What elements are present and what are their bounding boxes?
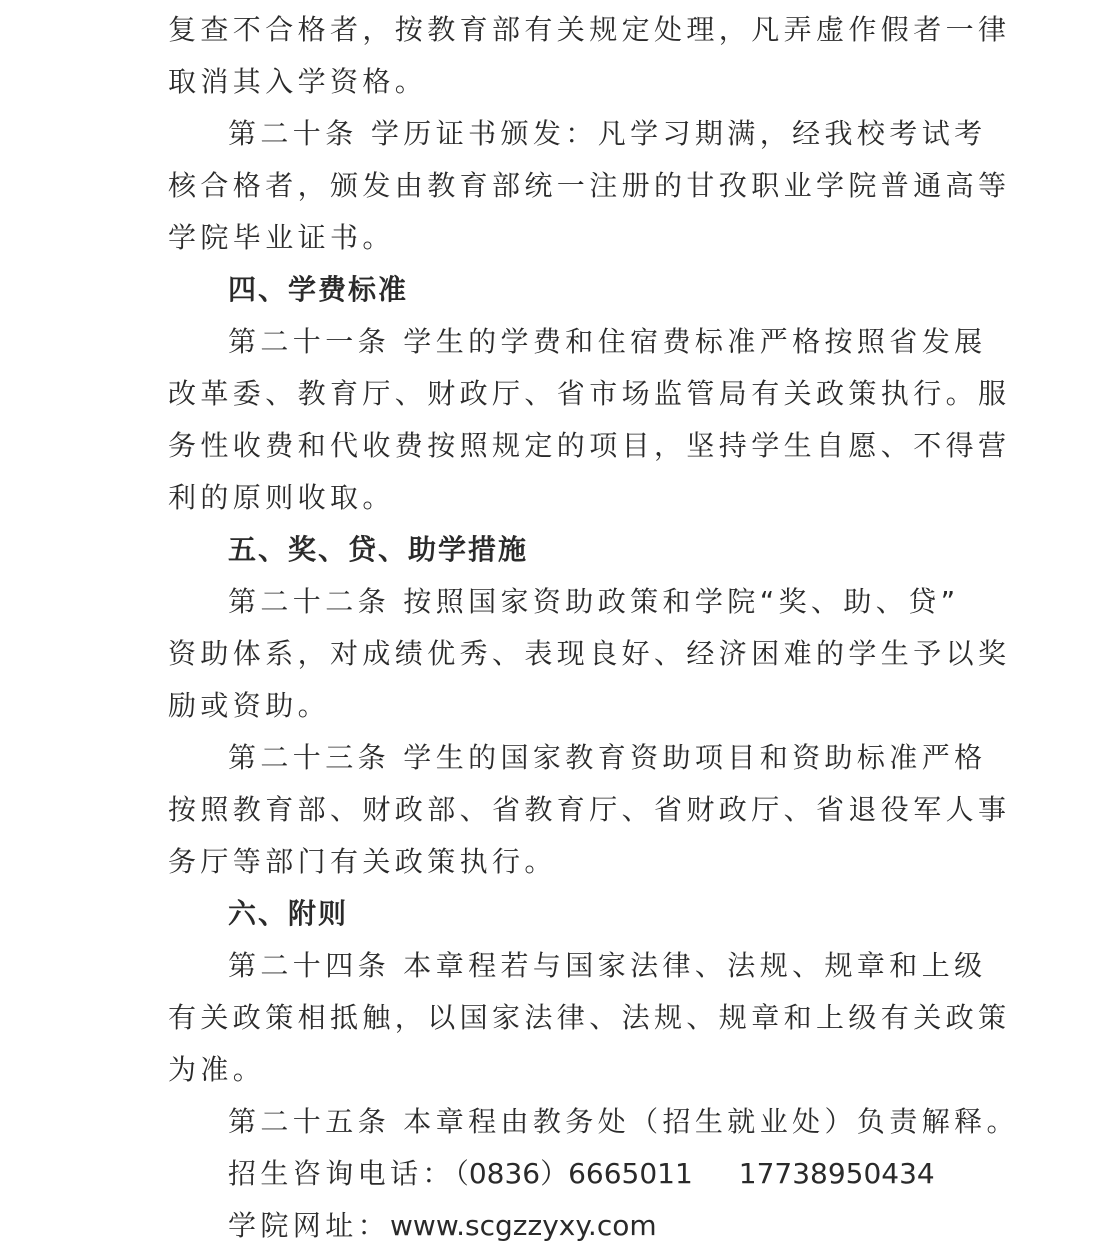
text-line: 资助体系，对成绩优秀、表现良好、经济困难的学生予以奖 [168, 637, 1011, 670]
text-line: 励或资助。 [168, 689, 331, 722]
website-url: www.scgzzyxy.com [390, 1209, 657, 1242]
text-line: 核合格者，颁发由教育部统一注册的甘孜职业学院普通高等 [168, 169, 1011, 202]
text-line: 取消其入学资格。 [168, 65, 428, 98]
text-line: 为准。 [168, 1053, 266, 1086]
article-21: 第二十一条 学生的学费和住宿费标准严格按照省发展 [228, 325, 987, 358]
contact-website [168, 1200, 934, 1252]
text-line: 务性收费和代收费按照规定的项目，坚持学生自愿、不得营 [168, 429, 1011, 462]
article-24: 第二十四条 本章程若与国家法律、法规、规章和上级 [228, 949, 987, 982]
website-label: 学院网址： [228, 1209, 391, 1242]
text-line: 按照教育部、财政部、省教育厅、省财政厅、省退役军人事 [168, 793, 1011, 826]
text-line: 有关政策相抵触，以国家法律、法规、规章和上级有关政策 [168, 1001, 1011, 1034]
text-line: 务厅等部门有关政策执行。 [168, 845, 557, 878]
text-line: 学院毕业证书。 [168, 221, 395, 254]
section-heading-aid: 五、奖、贷、助学措施 [228, 533, 529, 566]
article-23: 第二十三条 学生的国家教育资助项目和资助标准严格 [228, 741, 987, 774]
text-line: 利的原则收取。 [168, 481, 395, 514]
phone-number-2: 17738950434 [738, 1157, 935, 1190]
text-line: 复查不合格者，按教育部有关规定处理，凡弄虚作假者一律 [168, 13, 1011, 46]
contact-phone [168, 1148, 934, 1200]
section-heading-appendix: 六、附则 [228, 897, 349, 930]
article-20: 第二十条 学历证书颁发：凡学习期满，经我校考试考 [228, 117, 987, 150]
article-22: 第二十二条 按照国家资助政策和学院“奖、助、贷” [228, 585, 960, 618]
phone-label: 招生咨询电话： [228, 1157, 455, 1190]
document-page [168, 4, 1019, 1252]
phone-number-1: （0836）6665011 [454, 1157, 693, 1190]
text-line: 改革委、教育厅、财政厅、省市场监管局有关政策执行。服 [168, 377, 1011, 410]
section-heading-tuition: 四、学费标准 [228, 273, 409, 306]
article-25: 第二十五条 本章程由教务处（招生就业处）负责解释。 [228, 1105, 1019, 1138]
